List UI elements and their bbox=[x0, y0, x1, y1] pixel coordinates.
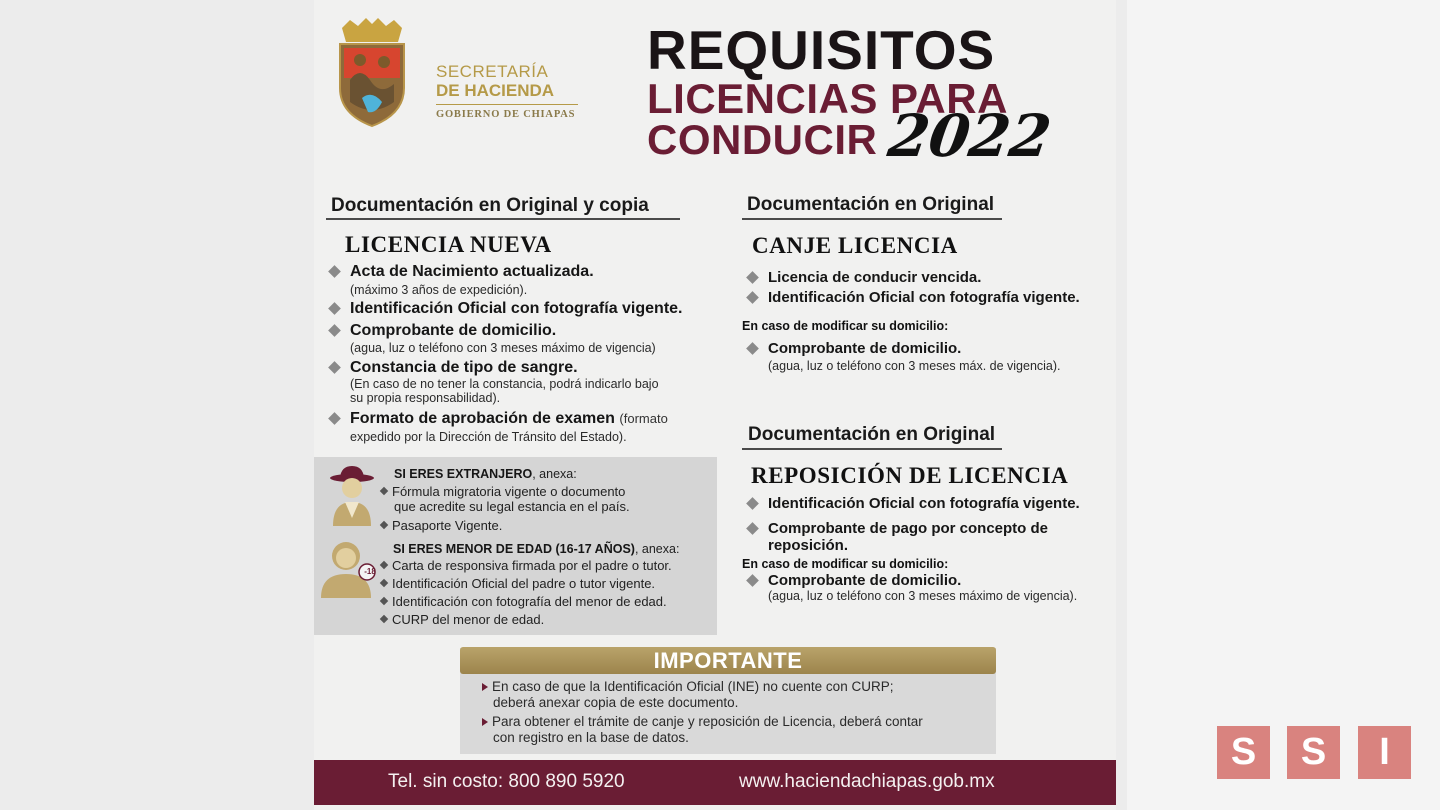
logo-hacienda: DE HACIENDA bbox=[436, 81, 555, 100]
diamond-bullet-icon bbox=[380, 579, 388, 587]
diamond-bullet-icon bbox=[328, 324, 341, 337]
item-note: su propia responsabilidad). bbox=[350, 391, 501, 405]
item-text: Constancia de tipo de sangre. bbox=[350, 359, 578, 376]
diamond-bullet-icon bbox=[380, 615, 388, 623]
diamond-bullet-icon bbox=[380, 521, 388, 529]
item-note: expedido por la Dirección de Tránsito del Estado). bbox=[350, 430, 627, 444]
item-note: (agua, luz o teléfono con 3 meses máximo de vigencia). bbox=[768, 589, 1078, 603]
footer-phone: Tel. sin costo: 800 890 5920 bbox=[388, 771, 625, 792]
foreigner-heading: SI ERES EXTRANJERO, anexa: bbox=[394, 467, 577, 481]
item-text: Comprobante de domicilio. bbox=[768, 572, 962, 589]
title-licencias: LICENCIAS PARA bbox=[647, 75, 1008, 122]
important-item: Para obtener el trámite de canje y reposición de Licencia, deberá contar bbox=[482, 714, 923, 730]
foreigner-item: Pasaporte Vigente. bbox=[381, 518, 502, 533]
title-requisitos: REQUISITOS bbox=[647, 19, 996, 81]
canje-section-rule bbox=[742, 218, 1002, 220]
ssi-logo-letter-2: S bbox=[1287, 726, 1340, 779]
diamond-bullet-icon bbox=[746, 271, 759, 284]
ssi-logo-letter-3: I bbox=[1358, 726, 1411, 779]
hacienda-logo bbox=[336, 18, 576, 128]
item-note: (agua, luz o teléfono con 3 meses máximo de vigencia) bbox=[350, 341, 656, 355]
chiapas-coat-of-arms-icon bbox=[336, 18, 408, 128]
diamond-bullet-icon bbox=[380, 487, 388, 495]
important-item: En caso de que la Identificación Oficial (INE) no cuente con CURP; bbox=[482, 679, 893, 695]
foreigner-item-cont: que acredite su legal estancia en el país. bbox=[394, 499, 630, 514]
ssi-logo-letter-1: S bbox=[1217, 726, 1270, 779]
reposicion-section-header: Documentación en Original bbox=[748, 424, 996, 445]
canje-licencia-title: CANJE LICENCIA bbox=[752, 233, 958, 258]
important-item-cont: deberá anexar copia de este documento. bbox=[493, 695, 739, 710]
diamond-bullet-icon bbox=[746, 291, 759, 304]
item-text: Comprobante de domicilio. bbox=[768, 340, 962, 357]
important-title: IMPORTANTE bbox=[653, 648, 803, 673]
under-18-badge: -18 bbox=[364, 567, 376, 576]
item-note: (máximo 3 años de expedición). bbox=[350, 283, 528, 297]
minor-item: CURP del menor de edad. bbox=[381, 612, 544, 627]
minor-item: Identificación con fotografía del menor de edad. bbox=[381, 594, 667, 609]
item-text: Identificación Oficial con fotografía vigente. bbox=[768, 289, 1080, 306]
item-text: Formato de aprobación de examen (formato bbox=[350, 410, 668, 427]
logo-divider bbox=[436, 104, 578, 105]
diamond-bullet-icon bbox=[746, 522, 759, 535]
triangle-bullet-icon bbox=[482, 718, 488, 726]
item-text: Acta de Nacimiento actualizada. bbox=[350, 263, 594, 280]
item-text: Identificación Oficial con fotografía vigente. bbox=[768, 495, 1080, 512]
title-year: 2022 bbox=[884, 102, 1056, 170]
item-text: reposición. bbox=[768, 537, 849, 554]
reposicion-title: REPOSICIÓN DE LICENCIA bbox=[751, 463, 1069, 488]
minor-item: Carta de responsiva firmada por el padre o tutor. bbox=[381, 558, 672, 573]
left-section-rule bbox=[326, 218, 680, 220]
diamond-bullet-icon bbox=[328, 361, 341, 374]
triangle-bullet-icon bbox=[482, 683, 488, 691]
minor-item: Identificación Oficial del padre o tutor vigente. bbox=[381, 576, 655, 591]
diamond-bullet-icon bbox=[380, 561, 388, 569]
requirements-poster bbox=[314, 0, 1116, 810]
logo-gobierno: GOBIERNO DE CHIAPAS bbox=[436, 109, 576, 120]
logo-secretaria: SECRETARÍA bbox=[436, 62, 549, 81]
diamond-bullet-icon bbox=[746, 497, 759, 510]
domicilio-note: En caso de modificar su domicilio: bbox=[742, 319, 949, 333]
diamond-bullet-icon bbox=[328, 302, 341, 315]
title-conducir: CONDUCIR bbox=[647, 116, 878, 163]
item-text: Comprobante de domicilio. bbox=[350, 322, 557, 339]
licencia-nueva-title: LICENCIA NUEVA bbox=[345, 232, 552, 257]
item-text: Licencia de conducir vencida. bbox=[768, 269, 982, 286]
item-text: Identificación Oficial con fotografía vigente. bbox=[350, 300, 683, 317]
left-section-header: Documentación en Original y copia bbox=[331, 195, 649, 216]
canje-section-header: Documentación en Original bbox=[747, 194, 995, 215]
diamond-bullet-icon bbox=[328, 265, 341, 278]
domicilio-note: En caso de modificar su domicilio: bbox=[742, 557, 949, 571]
item-text: Comprobante de pago por concepto de bbox=[768, 520, 1049, 537]
diamond-bullet-icon bbox=[328, 412, 341, 425]
diamond-bullet-icon bbox=[380, 597, 388, 605]
footer-website[interactable]: www.haciendachiapas.gob.mx bbox=[739, 771, 995, 792]
diamond-bullet-icon bbox=[746, 342, 759, 355]
important-item-cont: con registro en la base de datos. bbox=[493, 730, 689, 745]
foreigner-item: Fórmula migratoria vigente o documento bbox=[381, 484, 625, 499]
foreigner-person-icon bbox=[329, 464, 375, 526]
item-note: (En caso de no tener la constancia, podrá indicarlo bajo bbox=[350, 377, 659, 391]
reposicion-section-rule bbox=[742, 448, 1002, 450]
right-background bbox=[1127, 0, 1440, 810]
diamond-bullet-icon bbox=[746, 574, 759, 587]
item-note: (agua, luz o teléfono con 3 meses máx. de vigencia). bbox=[768, 359, 1061, 373]
minor-heading: SI ERES MENOR DE EDAD (16-17 AÑOS), anexa: bbox=[393, 542, 680, 556]
